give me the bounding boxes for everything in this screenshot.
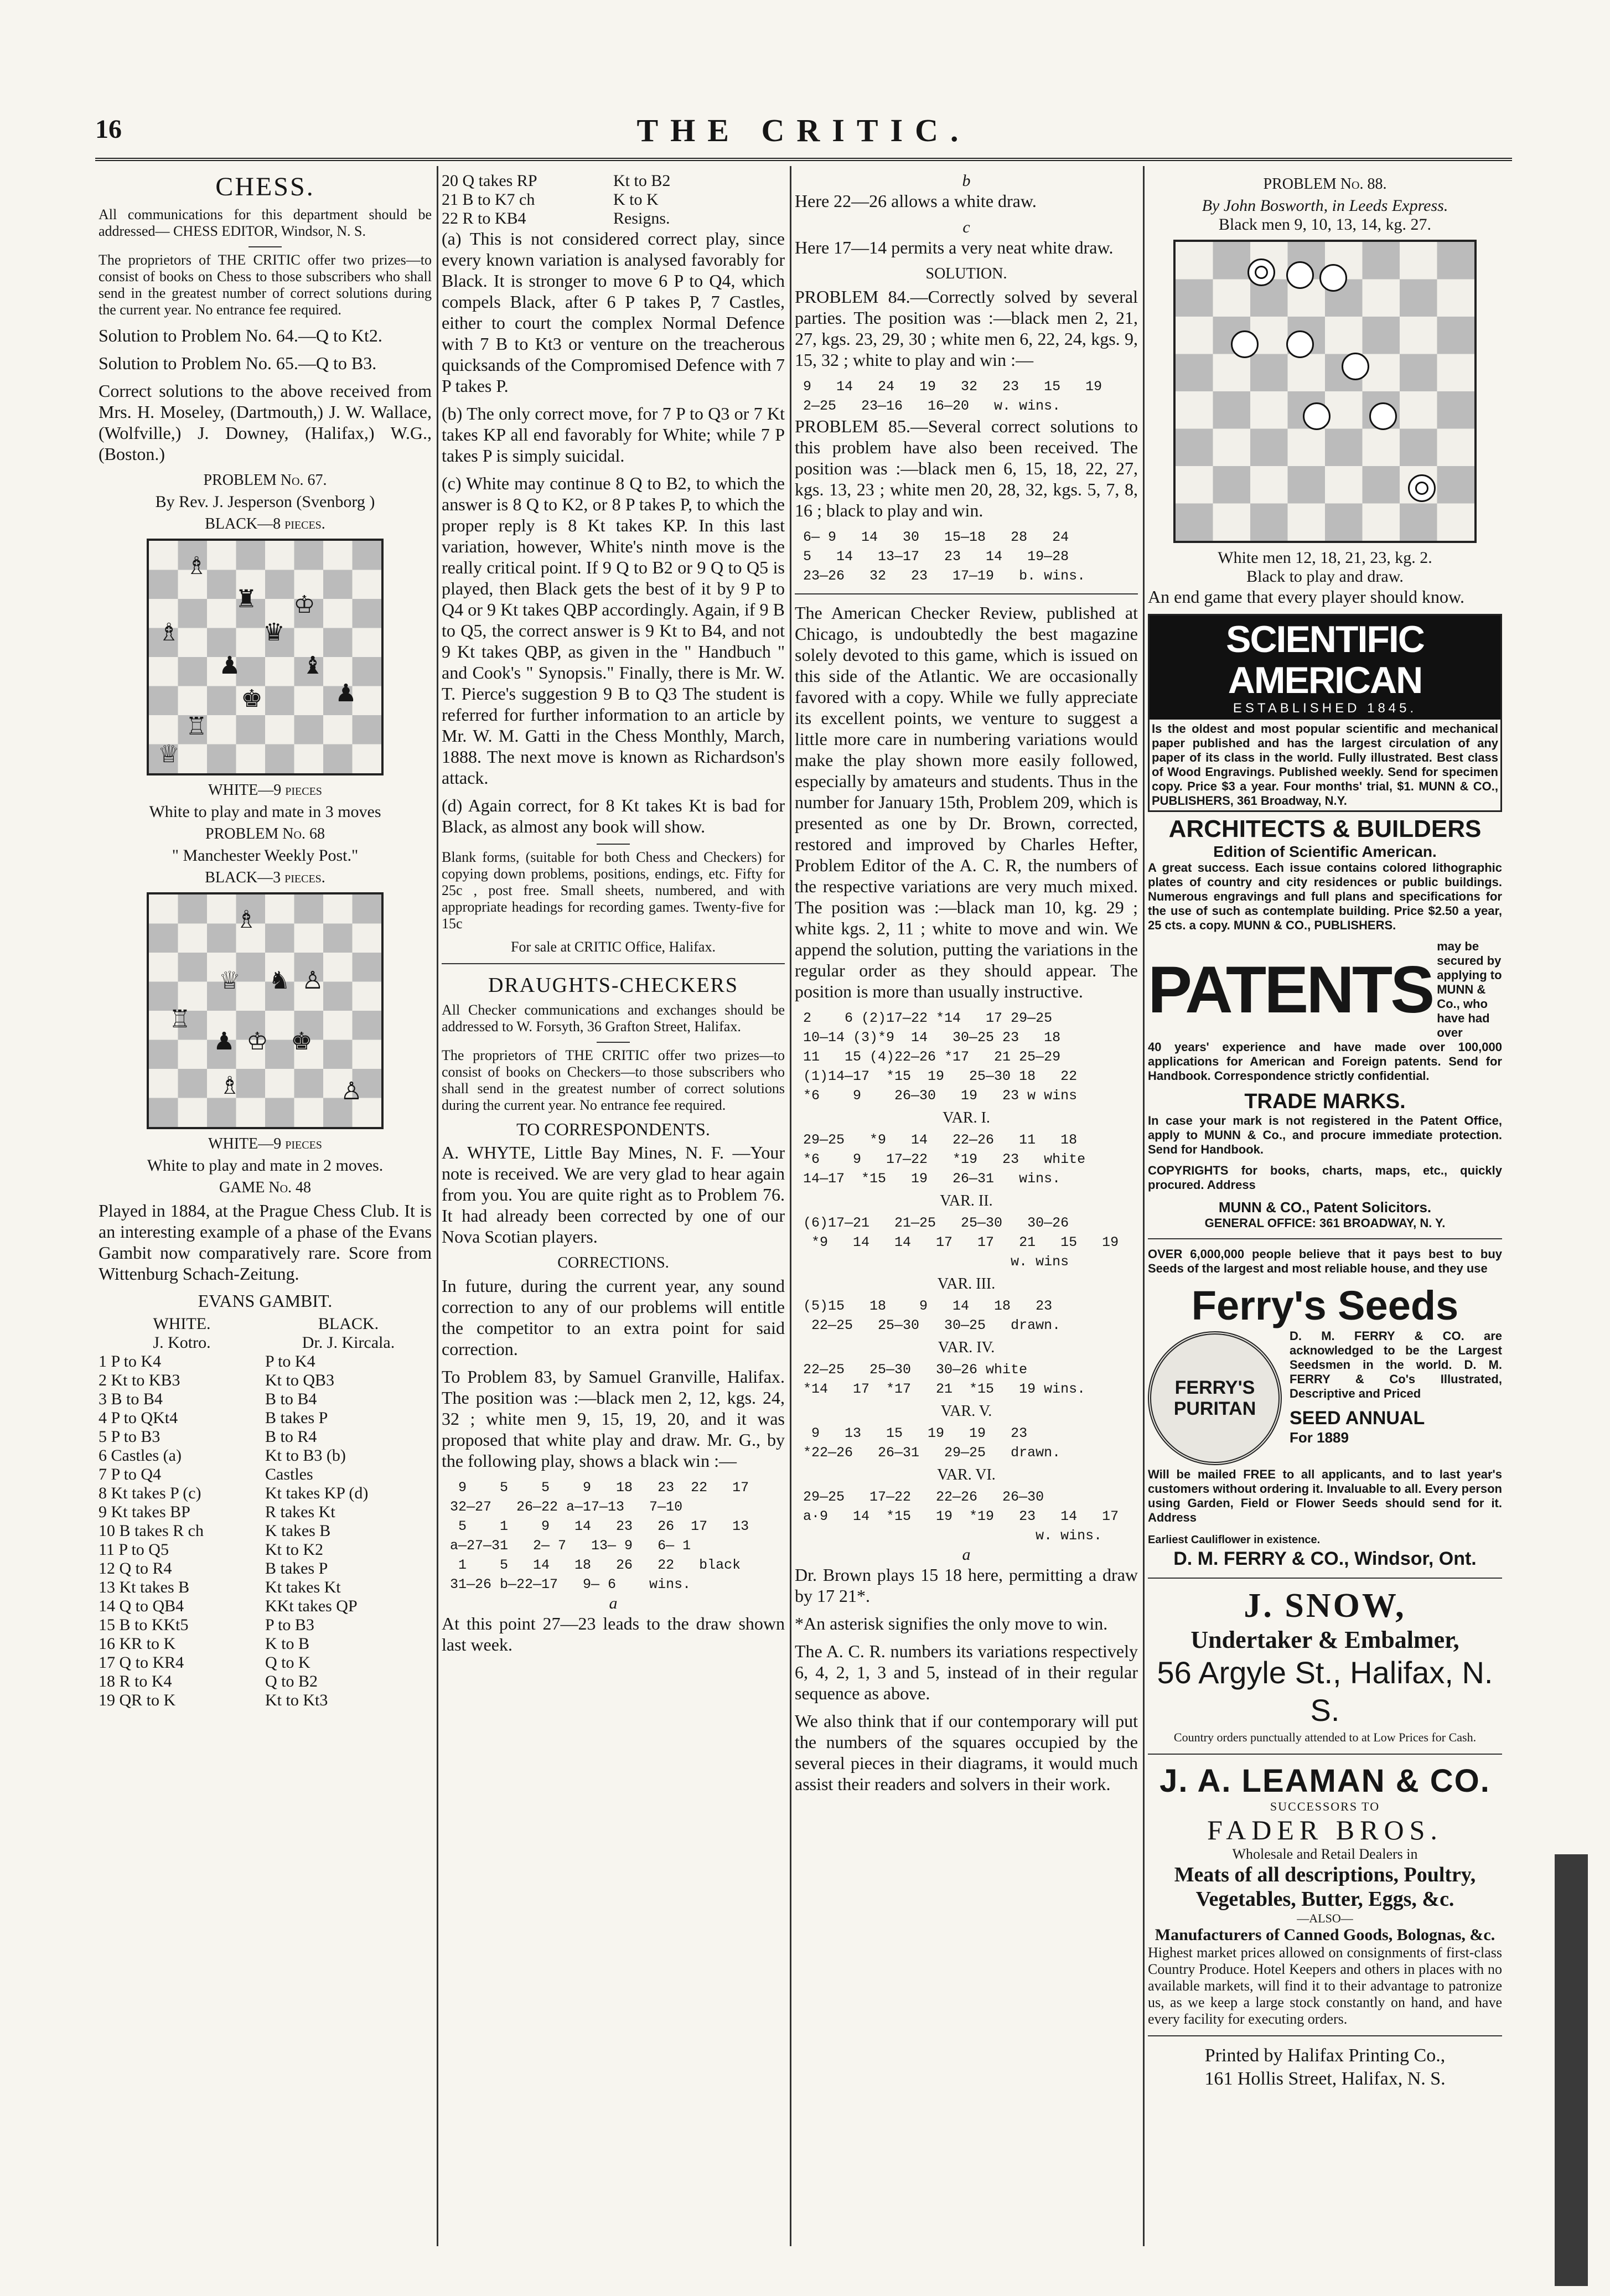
chess-prizes-note: The proprietors of THE CRITIC offer two prizes—to consist of books on Chess to those subscribers who shall send in the greatest number of correct solutions during the current year. No entrance fee required.	[99, 252, 432, 318]
pawn-icon: ♙	[340, 1077, 363, 1105]
note-label: a	[962, 1545, 971, 1564]
problem-68-title: PROBLEM No. 68	[205, 825, 325, 842]
checker-icon	[1319, 264, 1347, 292]
black-label: BLACK.	[318, 1315, 379, 1333]
note-c: (c) White may continue 8 Q to B2, to which the answer is 8 Q to K2, or 8 P takes P, to which the proper reply is 8 Kt takes KP. In this last variation, however, White's ninth move is the really critical point. If 9 Q to B2 or 9 Q to Q5 is played, then Black gets the best of it by 9 P to Q4 or 9 Kt takes QBP accordingly. Again, if 9 B to Q5, the correct answer is 9 Kt to B4, and not 9 Kt takes QBP, as given in the " Handbuch " and Cook's " Synopsis." Finally, there is Mr. W. T. Pierce's suggestion 9 B to Q3 The student is referred for further information to an article by Mr. W. M. Gatti in the Chess Monthly, March, 1888. The next move is known as Richardson's attack.	[442, 473, 785, 788]
move-row	[442, 209, 785, 228]
column-divider	[790, 166, 791, 2246]
note-a: (a) This is not considered correct play, since every known variation is analysed favorably for Black. It is stronger to move 6 P to Q4, which compels Black, after 6 P takes P, 7 Castles, either to court the complex Normal Defence with 7 B to Kt3 or venture on the treacherous quicksands of the Compromised Defence with 7 P takes P.	[442, 229, 785, 396]
page-header	[95, 108, 1512, 158]
correct-solvers: Correct solutions to the above received from Mrs. H. Moseley, (Dartmouth,) J. W. Wallace, (Wolfville,) J. Downey, (Halifax,) W.G., (Boston.)	[99, 381, 432, 464]
ferry-top: OVER 6,000,000 people believe that it pays best to buy Seeds of the largest and most reliable house, and they use	[1148, 1247, 1502, 1275]
corrections-heading: CORRECTIONS.	[557, 1254, 669, 1271]
king-icon: ♚	[241, 685, 263, 713]
checker-icon	[1369, 402, 1397, 430]
divider	[442, 963, 785, 964]
patents-title: PATENTS	[1148, 953, 1433, 1027]
white-move: 14 Q to QB4	[99, 1597, 184, 1615]
black-move: Q to B2	[265, 1672, 318, 1690]
bishop-icon: ♝	[302, 651, 324, 680]
checker-icon	[1303, 402, 1331, 430]
page-edge-mark	[1555, 1854, 1588, 2286]
trade-marks-title: TRADE MARKS.	[1244, 1090, 1406, 1113]
move-row	[99, 1428, 432, 1446]
queen-icon: ♕	[158, 740, 180, 768]
move-row	[99, 1559, 432, 1578]
black-move: Kt to B2	[613, 172, 671, 190]
variation-play: 9 13 15 19 19 23 *22—26 26—31 29—25 drawn.	[803, 1425, 1061, 1461]
white-move: 3 B to B4	[99, 1390, 163, 1408]
rook-icon: ♖	[169, 1005, 191, 1033]
white-move: 20 Q takes RP	[442, 172, 537, 190]
cauliflower-note: Earliest Cauliflower in existence.	[1148, 1534, 1321, 1546]
ferry-seal-logo: FERRY'S PURITAN	[1148, 1331, 1282, 1465]
variation-play: (5)15 18 9 14 18 23 22—25 25—30 30—25 drawn.	[803, 1298, 1061, 1333]
king-icon: ♚	[291, 1027, 313, 1056]
move-row	[99, 1446, 432, 1465]
trade-marks-text: In case your mark is not registered in the Patent Office, apply to MUNN & Co., and procure immediate protection. Send for Handbook.	[1148, 1114, 1502, 1156]
problem-84-text: PROBLEM 84.—Correctly solved by several parties. The position was :—black men 2, 21, 27, kgs. 23, 29, 30 ; white men 6, 22, 24, kgs. 9, 15, 32 ; white to play and win :—	[795, 287, 1138, 370]
white-move: 16 KR to K	[99, 1635, 176, 1653]
pawn-icon: ♟	[335, 679, 357, 707]
black-move: B takes P	[265, 1409, 328, 1427]
column-divider	[437, 166, 438, 2246]
move-row	[99, 1371, 432, 1390]
move-row	[442, 190, 785, 209]
snow-note: Country orders punctually attended to at Low Prices for Cash.	[1173, 1730, 1477, 1744]
move-row	[99, 1653, 432, 1672]
variation-play: (6)17—21 21—25 25—30 30—26 *9 14 14 17 17 21 15 19 w. wins	[803, 1215, 1119, 1270]
ad-leaman	[1148, 1762, 1502, 2028]
ad-architects	[1148, 815, 1502, 933]
ad-patents	[1148, 939, 1502, 1230]
ferry-desc: D. M. FERRY & CO. are acknowledged to be the Largest Seedsmen in the world. D. M. FERRY & Co's Illustrated, Descriptive and Priced	[1290, 1329, 1502, 1400]
problem-67-title: PROBLEM No. 67.	[203, 472, 327, 489]
for-sale-note: For sale at CRITIC Office, Halifax.	[511, 939, 716, 955]
move-row	[99, 1672, 432, 1691]
black-move: P to K4	[265, 1352, 315, 1371]
opening-name: EVANS GAMBIT.	[198, 1291, 333, 1311]
variation-label: VAR. V.	[940, 1403, 992, 1420]
wholesale-label: Wholesale and Retail Dealers in	[1232, 1846, 1418, 1862]
snow-name: J. SNOW,	[1244, 1587, 1406, 1625]
chess-board-67	[147, 539, 384, 775]
game-intro: Played in 1884, at the Prague Chess Club. It is an interesting example of a phase of the Evans Gambit now comparatively rare. Score from Wittenburg Schach-Zeitung.	[99, 1201, 432, 1284]
note-label: a	[609, 1594, 618, 1612]
solution-64: Solution to Problem No. 64.—Q to Kt2.	[99, 325, 382, 345]
move-row	[99, 1578, 432, 1597]
munn-office: GENERAL OFFICE: 361 BROADWAY, N. Y.	[1204, 1216, 1446, 1230]
white-move: 18 R to K4	[99, 1672, 172, 1690]
brown-text: Dr. Brown plays 15 18 here, permitting a draw by 17 21*.	[795, 1565, 1138, 1606]
divider	[597, 844, 630, 845]
ferry-address: D. M. FERRY & CO., Windsor, Ont.	[1173, 1548, 1477, 1569]
black-move: Kt takes KP (d)	[265, 1484, 369, 1502]
munn-name: MUNN & CO., Patent Solicitors.	[1218, 1199, 1432, 1216]
chess-board-68	[147, 892, 384, 1129]
checker-icon	[1342, 353, 1369, 380]
variation-label: VAR. II.	[940, 1192, 993, 1209]
rook-icon: ♖	[185, 712, 208, 741]
arch-sub: Edition of Scientific American.	[1213, 843, 1437, 860]
note-b-text: Here 22—26 allows a white draw.	[795, 191, 1037, 211]
problem-67-white: WHITE—9 pieces	[208, 782, 322, 799]
sa-established: ESTABLISHED 1845.	[1233, 701, 1417, 716]
patents-text: 40 years' experience and have made over 100,000 applications for American and Foreign patents. Send for Handbook. Correspondence strictly confidential.	[1148, 1040, 1502, 1083]
move-row	[99, 1635, 432, 1653]
black-move: Kt to B3 (b)	[265, 1446, 346, 1465]
move-row	[99, 1503, 432, 1522]
black-move: Kt to K2	[265, 1540, 323, 1559]
black-move: B takes P	[265, 1559, 328, 1578]
bishop-icon: ♗	[219, 1072, 241, 1100]
column-notes-draughts	[442, 172, 785, 2246]
draughts-address-note: All Checker communications and exchanges should be addressed to W. Forsyth, 36 Grafton Street, Halifax.	[442, 1002, 785, 1035]
move-row	[99, 1390, 432, 1409]
copyrights-text: COPYRIGHTS for books, charts, maps, etc., quickly procured. Address	[1148, 1163, 1502, 1192]
checker-icon	[1286, 261, 1314, 289]
problem-67-task: White to play and mate in 3 moves	[149, 803, 381, 821]
game-title: GAME No. 48	[219, 1179, 312, 1196]
problem-88-black: Black men 9, 10, 13, 14, kg. 27.	[1218, 215, 1432, 234]
corrections-text: In future, during the current year, any sound correction to any of our problems will entitle the competitor to an extra point for said correction.	[442, 1276, 785, 1359]
divider	[249, 246, 282, 247]
move-row	[99, 1352, 432, 1371]
problem-85-text: PROBLEM 85.—Several correct solutions to this problem have also been received. The position was :—black men 6, 15, 18, 22, 27, kgs. 13, 23 ; white men 20, 28, 32, kgs. 5, 7, 8, 16 ; black to play and win.	[795, 416, 1138, 520]
problem-83-play: 9 5 5 9 18 23 22 17 32—27 26—22 a—17—13 7—10 5 1 9 14 23 26 17 13 a—27—31 2— 7 13— 9 6— 1 1 5 14 18 26 22 black 31—26 b—22—17 9— 6 wins.	[450, 1480, 749, 1592]
black-move: Kt to Kt3	[265, 1691, 328, 1709]
checker-king-icon	[1247, 258, 1275, 286]
divider	[597, 1042, 630, 1043]
meats-text: Meats of all descriptions, Poultry, Vegetables, Butter, Eggs, &c.	[1174, 1863, 1476, 1911]
black-move: Q to K	[265, 1653, 310, 1672]
sa-title: SCIENTIFIC AMERICAN	[1226, 618, 1424, 701]
divider	[1148, 2035, 1502, 2036]
problem-68-white: WHITE—9 pieces	[208, 1135, 322, 1152]
leaman-name: J. A. LEAMAN & CO.	[1159, 1763, 1490, 1799]
problem-83-text: To Problem 83, by Samuel Granville, Halifax. The position was :—black men 2, 12, kgs. 24, 32 ; white men 9, 15, 19, 20, and it was proposed that white play and draw. Mr. G., by the following play, shows a black win :—	[442, 1367, 785, 1471]
black-move: B to B4	[265, 1390, 317, 1408]
move-row	[99, 1597, 432, 1616]
white-move: 17 Q to KR4	[99, 1653, 184, 1672]
white-move: 11 P to Q5	[99, 1540, 169, 1559]
pawn-icon: ♙	[302, 966, 324, 995]
ferry-title: Ferry's Seeds	[1191, 1283, 1459, 1328]
variation-label: VAR. VI.	[937, 1466, 996, 1483]
note-label: b	[962, 172, 971, 190]
black-move: Kt takes Kt	[265, 1578, 341, 1596]
move-row	[99, 1691, 432, 1710]
white-move: 21 B to K7 ch	[442, 190, 535, 209]
pawn-icon: ♟	[213, 1027, 235, 1056]
black-move: Kt to QB3	[265, 1371, 335, 1389]
also-label: —ALSO—	[1297, 1911, 1353, 1925]
white-move: 19 QR to K	[99, 1691, 176, 1709]
white-move: 2 Kt to KB3	[99, 1371, 180, 1389]
divider	[1148, 1754, 1502, 1755]
seed-year: For 1889	[1290, 1429, 1349, 1446]
white-player: J. Kotro.	[153, 1333, 211, 1352]
white-move: 5 P to B3	[99, 1428, 161, 1446]
black-move: P to B3	[265, 1616, 314, 1634]
arch-text: A great success. Each issue contains colored lithographic plates of country and city residences or public buildings. Numerous engravings and full plans and specifications for the use of such as contemplate building. Price $2.50 a year, 25 cts. a copy. MUNN & CO., PUBLISHERS.	[1148, 861, 1502, 932]
black-move: K to B	[265, 1635, 310, 1653]
problem-68-black: BLACK—3 pieces.	[205, 869, 325, 886]
masthead-title: THE CRITIC.	[636, 112, 971, 148]
acr-text: The A. C. R. numbers its variations respectively 6, 4, 2, 1, 3 and 5, instead of in their regular sequence as above.	[795, 1641, 1138, 1703]
white-move: 10 B takes R ch	[99, 1522, 204, 1540]
trunk-play: 2 6 (2)17—22 *14 17 29—25 10—14 (3)*9 14 30—25 23 18 11 15 (4)22—26 *17 21 25—29 (1)14—17 *15 19 25—30 18 22 *6 9 26—30 19 23 w wins	[803, 1010, 1078, 1104]
draughts-heading: DRAUGHTS-CHECKERS	[488, 974, 739, 997]
page-number: 16	[95, 115, 122, 144]
sa-text: Is the oldest and most popular scientific and mechanical paper published and has the largest circulation of any paper of its class in the world. Fully illustrated. Best class of Wood Engravings. Published weekly. Send for specimen copy. Price $3 a year. Four months' trial, $1. MUNN & CO., PUBLISHERS, 361 Broadway, N.Y.	[1152, 722, 1498, 808]
white-move: 6 Castles (a)	[99, 1446, 182, 1465]
arch-title: ARCHITECTS & BUILDERS	[1168, 815, 1482, 842]
ad-scientific-american	[1148, 614, 1502, 812]
ad-snow	[1148, 1586, 1502, 1746]
successors-label: SUCCESSORS TO	[1270, 1799, 1380, 1813]
move-row	[99, 1540, 432, 1559]
problem-68-source: " Manchester Weekly Post."	[172, 846, 359, 865]
white-move: 4 P to QKt4	[99, 1409, 178, 1427]
blank-forms-ad: Blank forms, (suitable for both Chess and Checkers) for copying down problems, positions, endings, etc. Fifty for 25c , post free. Small sheets, numbered, and with appropriate headings for recording games. Twenty-five for 15c	[442, 849, 785, 932]
chess-heading: CHESS.	[215, 172, 315, 201]
white-move: 9 Kt takes BP	[99, 1503, 190, 1521]
checker-board-88	[1173, 240, 1477, 543]
black-move: K to K	[613, 190, 659, 209]
queen-icon: ♕	[219, 966, 241, 995]
problem-84-play: 9 14 24 19 32 23 15 19 2—25 23—16 16—20 w. wins.	[803, 379, 1102, 414]
note-a-text: At this point 27—23 leads to the draw shown last week.	[442, 1614, 785, 1654]
variation-play: 29—25 17—22 22—26 26—30 a·9 14 *15 19 *19 23 14 17 w. wins.	[803, 1489, 1119, 1544]
variation-label: VAR. I.	[943, 1109, 990, 1126]
variation-play: 22—25 25—30 30—26 white *14 17 *17 21 *15 19 wins.	[803, 1362, 1086, 1397]
white-move: 13 Kt takes B	[99, 1578, 190, 1596]
bishop-icon: ♗	[158, 618, 180, 647]
correspondents-heading: TO CORRESPONDENTS.	[516, 1119, 710, 1139]
variation-play: 29—25 *9 14 22—26 11 18 *6 9 17—22 *19 23 white 14—17 *15 19 26—31 wins.	[803, 1132, 1086, 1187]
patents-side: may be secured by applying to MUNN & Co., who have had over	[1437, 939, 1502, 1040]
game-moves	[99, 1352, 432, 1710]
contemporary-text: We also think that if our contemporary will put the numbers of the squares occupied by the several pieces in their diagrams, it would much assist their readers and solvers in their work.	[795, 1711, 1138, 1794]
fader-name: FADER BROS.	[1207, 1814, 1443, 1845]
king-icon: ♔	[246, 1027, 268, 1056]
move-row	[99, 1409, 432, 1428]
checker-icon	[1286, 330, 1314, 358]
problem-88-title: PROBLEM No. 88.	[1263, 175, 1387, 193]
review-text: The American Checker Review, published at Chicago, is undoubtedly the best magazine solely devoted to this game, which is issued on this side of the Atlantic. We are occasionally favored with a copy. While we fully appreciate its excellent points, we venture to suggest a little more care in numbering variations would make the play shown more easily followed, especially by amateurs and students. Thus in the number for January 15th, Problem 209, which is presented as one by Dr. Brown, corrected, restored and improved by Charles Hefter, Problem Editor of the A. C. R, the numbers of the respective variations are very much mixed. The position was :—black man 10, kg. 29 ; white kgs. 2, 11 ; white to move and win. We append the solution, putting the variations in the regular order as they should appear. The position is more than usually instructive.	[795, 603, 1138, 1001]
ad-ferry-seeds	[1148, 1247, 1502, 1570]
seed-text: Will be mailed FREE to all applicants, and to last year's customers without ordering it. Invaluable to all. Every person using Garden, Field or Flower Seeds should send for it. Address	[1148, 1467, 1502, 1524]
white-move: 22 R to KB4	[442, 209, 526, 227]
variation-label: VAR. III.	[937, 1275, 996, 1292]
black-move: B to R4	[265, 1428, 317, 1446]
checker-icon	[1231, 330, 1259, 358]
black-move: KKt takes QP	[265, 1597, 358, 1615]
canned-goods: Manufacturers of Canned Goods, Bolognas, &c.	[1155, 1926, 1495, 1944]
player-names	[99, 1333, 432, 1352]
solution-65: Solution to Problem No. 65.—Q to B3.	[99, 353, 377, 373]
move-row	[99, 1465, 432, 1484]
printed-by: Printed by Halifax Printing Co.,	[1204, 2045, 1446, 2066]
white-move: 7 P to Q4	[99, 1465, 162, 1483]
seed-annual: SEED ANNUAL	[1290, 1408, 1425, 1429]
column-chess	[99, 172, 432, 2246]
bishop-icon: ♗	[235, 906, 257, 934]
asterisk-text: *An asterisk signifies the only move to win.	[795, 1614, 1108, 1633]
divider	[795, 593, 1138, 594]
note-label: c	[962, 218, 970, 236]
white-move: 8 Kt takes P (c)	[99, 1484, 201, 1502]
problem-85-play: 6— 9 14 30 15—18 28 24 5 14 13—17 23 14 19—28 23—26 32 23 17—19 b. wins.	[803, 529, 1086, 584]
snow-trade: Undertaker & Embalmer,	[1190, 1626, 1459, 1653]
bishop-icon: ♗	[185, 552, 208, 580]
knight-icon: ♞	[268, 966, 291, 995]
queen-icon: ♛	[263, 618, 285, 647]
checker-king-icon	[1408, 474, 1436, 502]
divider	[1148, 1238, 1502, 1239]
column-divider	[1143, 166, 1145, 2246]
pawn-icon: ♟	[219, 651, 241, 680]
problem-67-author: By Rev. J. Jesperson (Svenborg )	[155, 493, 375, 511]
black-player: Dr. J. Kircala.	[302, 1333, 395, 1352]
chess-address-note: All communications for this department should be addressed— CHESS EDITOR, Windsor, N. S.	[99, 206, 432, 239]
note-b: (b) The only correct move, for 7 P to Q3 or 7 Kt takes KP all end favorably for White; while 7 P takes P is simply suicidal.	[442, 404, 785, 466]
white-move: 15 B to KKt5	[99, 1616, 189, 1634]
prices-text: Highest market prices allowed on consignments of first-class Country Produce. Hotel Keepers and others in places with no available markets, will find it to their advantage to patronize us, as we keep a large stock constantly on hand, and have every facility for executing orders.	[1148, 1945, 1502, 2027]
move-row	[99, 1616, 432, 1635]
problem-88-note: An end game that every player should know.	[1148, 587, 1464, 607]
draughts-prizes-note: The proprietors of THE CRITIC offer two prizes—to consist of books on Checkers—to those subscribers who shall send in the greatest number of correct solutions during the current year. No entrance fee required.	[442, 1047, 785, 1113]
black-move: Resigns.	[613, 209, 670, 227]
white-move: 12 Q to R4	[99, 1559, 172, 1578]
correspondents-text: A. WHYTE, Little Bay Mines, N. F. —Your note is received. We are very glad to hear again from you. You are quite right as to Problem 76. It had already been corrected by one of our Nova Scotian players.	[442, 1142, 785, 1247]
game-moves-continued	[442, 172, 785, 228]
black-move: K takes B	[265, 1522, 331, 1540]
black-move: Castles	[265, 1465, 313, 1483]
problem-88-author: By John Bosworth, in Leeds Express.	[1202, 196, 1448, 215]
column-solutions	[795, 172, 1138, 2246]
variation-label: VAR. IV.	[938, 1339, 995, 1356]
column-ads	[1148, 172, 1502, 2246]
note-d: (d) Again correct, for 8 Kt takes Kt is bad for Black, as almost any book will show.	[442, 795, 785, 836]
header-rule	[95, 158, 1512, 161]
move-row	[99, 1484, 432, 1503]
white-move: 1 P to K4	[99, 1352, 162, 1371]
note-c-text: Here 17—14 permits a very neat white draw.	[795, 237, 1114, 257]
move-row	[442, 172, 785, 190]
problem-68-task: White to play and mate in 2 moves.	[147, 1156, 384, 1175]
snow-address: 56 Argyle St., Halifax, N. S.	[1157, 1655, 1493, 1728]
problem-88-task: Black to play and draw.	[1246, 567, 1404, 586]
black-move: R takes Kt	[265, 1503, 335, 1521]
problem-88-white: White men 12, 18, 21, 23, kg. 2.	[1218, 549, 1432, 567]
players	[99, 1315, 432, 1333]
solution-heading: SOLUTION.	[925, 265, 1007, 282]
divider	[1148, 1578, 1502, 1579]
white-label: WHITE.	[153, 1315, 211, 1333]
move-row	[99, 1522, 432, 1540]
printed-address: 161 Hollis Street, Halifax, N. S.	[1204, 2069, 1446, 2089]
rook-icon: ♜	[235, 585, 257, 613]
problem-67-black: BLACK—8 pieces.	[205, 515, 325, 532]
king-icon: ♔	[293, 591, 315, 619]
